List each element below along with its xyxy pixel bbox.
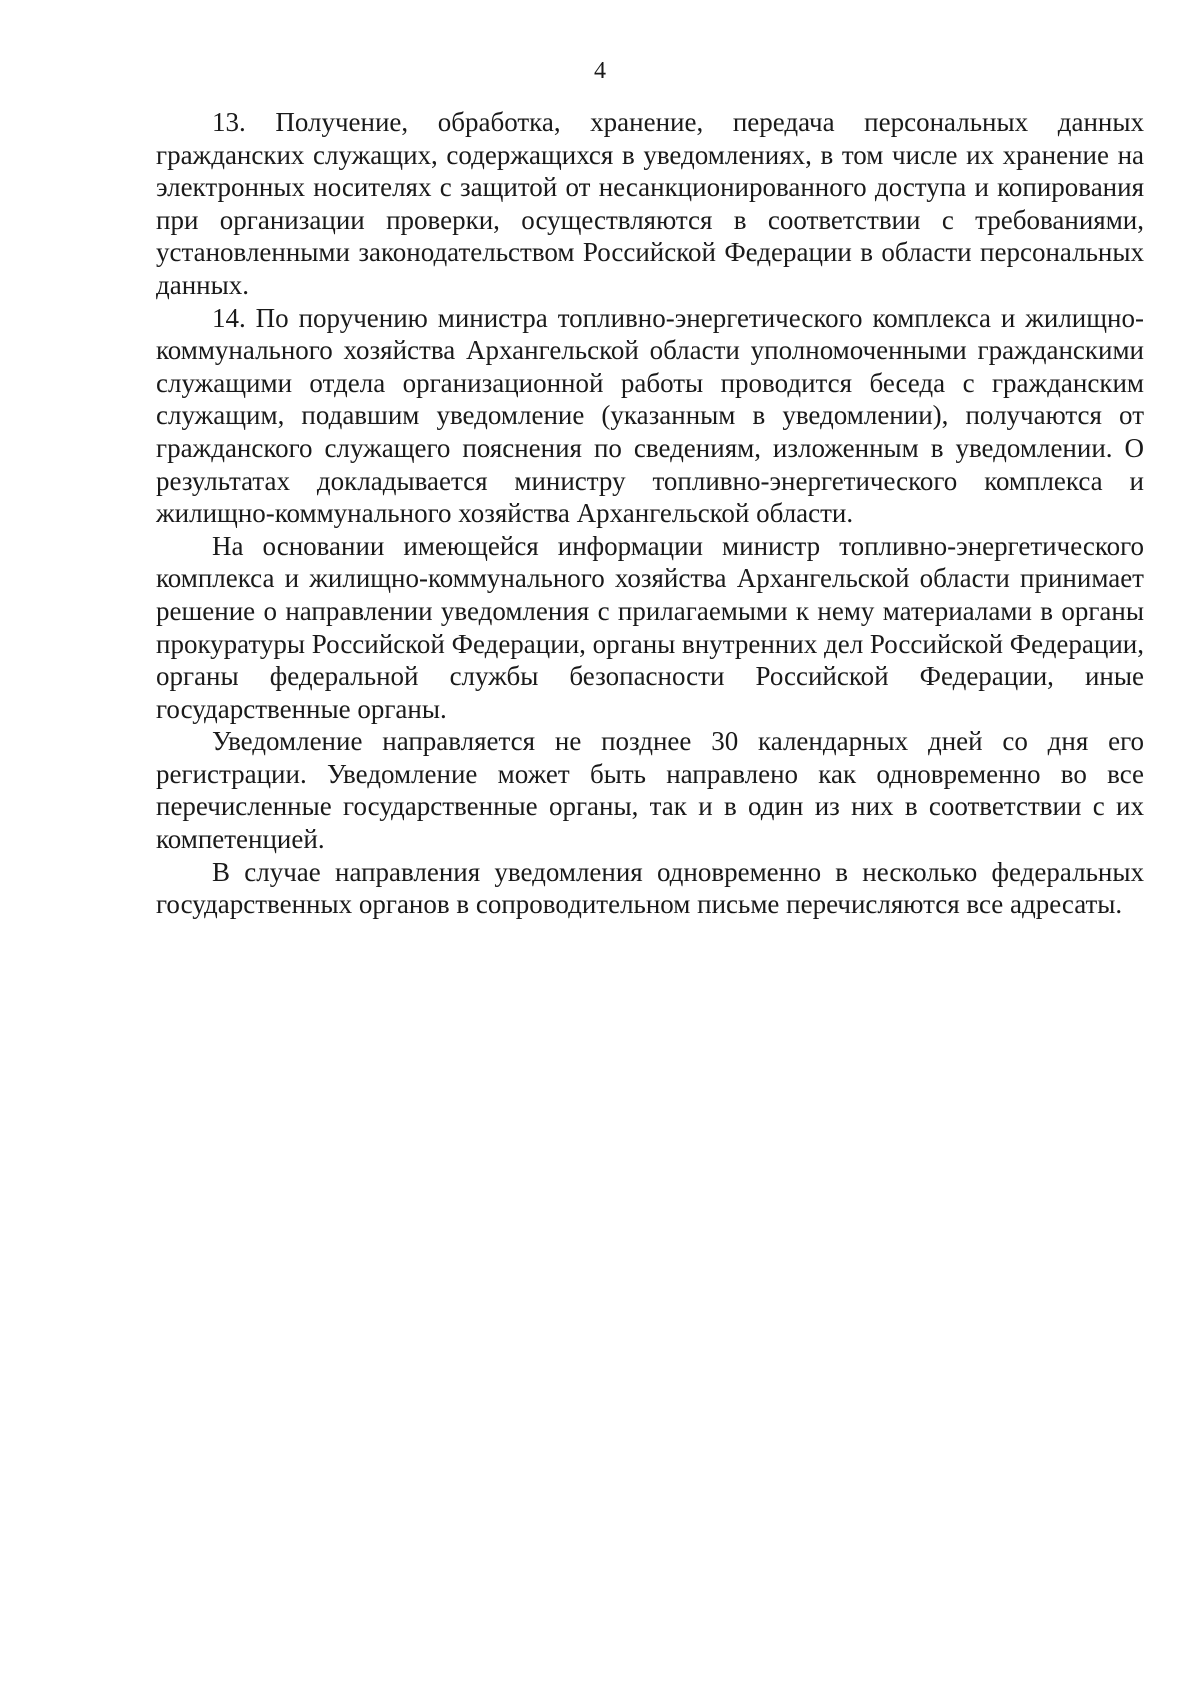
- document-body: [156, 106, 1144, 921]
- paragraph-decision: На основании имеющейся информации министр топливно-энергетического комплекса и жилищно-коммунального хозяйства Архангельской области принимает решение о направлении уведомления с прилагаемыми к нему материалами в органы прокуратуры Российской Федерации, органы внутренних дел Российской Федерации, органы федеральной службы безопасности Российской Федерации, иные государственные органы.: [156, 530, 1144, 724]
- paragraph-deadline: Уведомление направляется не позднее 30 календарных дней со дня его регистрации. Уведомление может быть направлено как одновременно во все перечисленные государственные органы, так и в один из них в соответствии с их компетенцией.: [156, 726, 1144, 855]
- paragraph-addressees: В случае направления уведомления одновременно в несколько федеральных государственных органов в сопроводительном письме перечисляются все адресаты.: [156, 856, 1144, 920]
- paragraph-14: 14. По поручению министра топливно-энергетического комплекса и жилищно-коммунального хозяйства Архангельской области уполномоченными гражданскими служащими отдела организационной работы проводится беседа с гражданским служащим, подавшим уведомление (указанным в уведомлении), получаются от гражданского служащего пояснения по сведениям, изложенным в уведомлении. О результатах докладывается министру топливно-энергетического комплекса и жилищно-коммунального хозяйства Архангельской области.: [156, 302, 1144, 529]
- page-number: 4: [594, 58, 606, 84]
- paragraph-13: 13. Получение, обработка, хранение, передача персональных данных гражданских служащих, содержащихся в уведомлениях, в том числе их хранение на электронных носителях с защитой от несанкционированного доступа и копирования при организации проверки, осуществляются в соответствии с требованиями, установленными законодательством Российской Федерации в области персональных данных.: [156, 107, 1144, 300]
